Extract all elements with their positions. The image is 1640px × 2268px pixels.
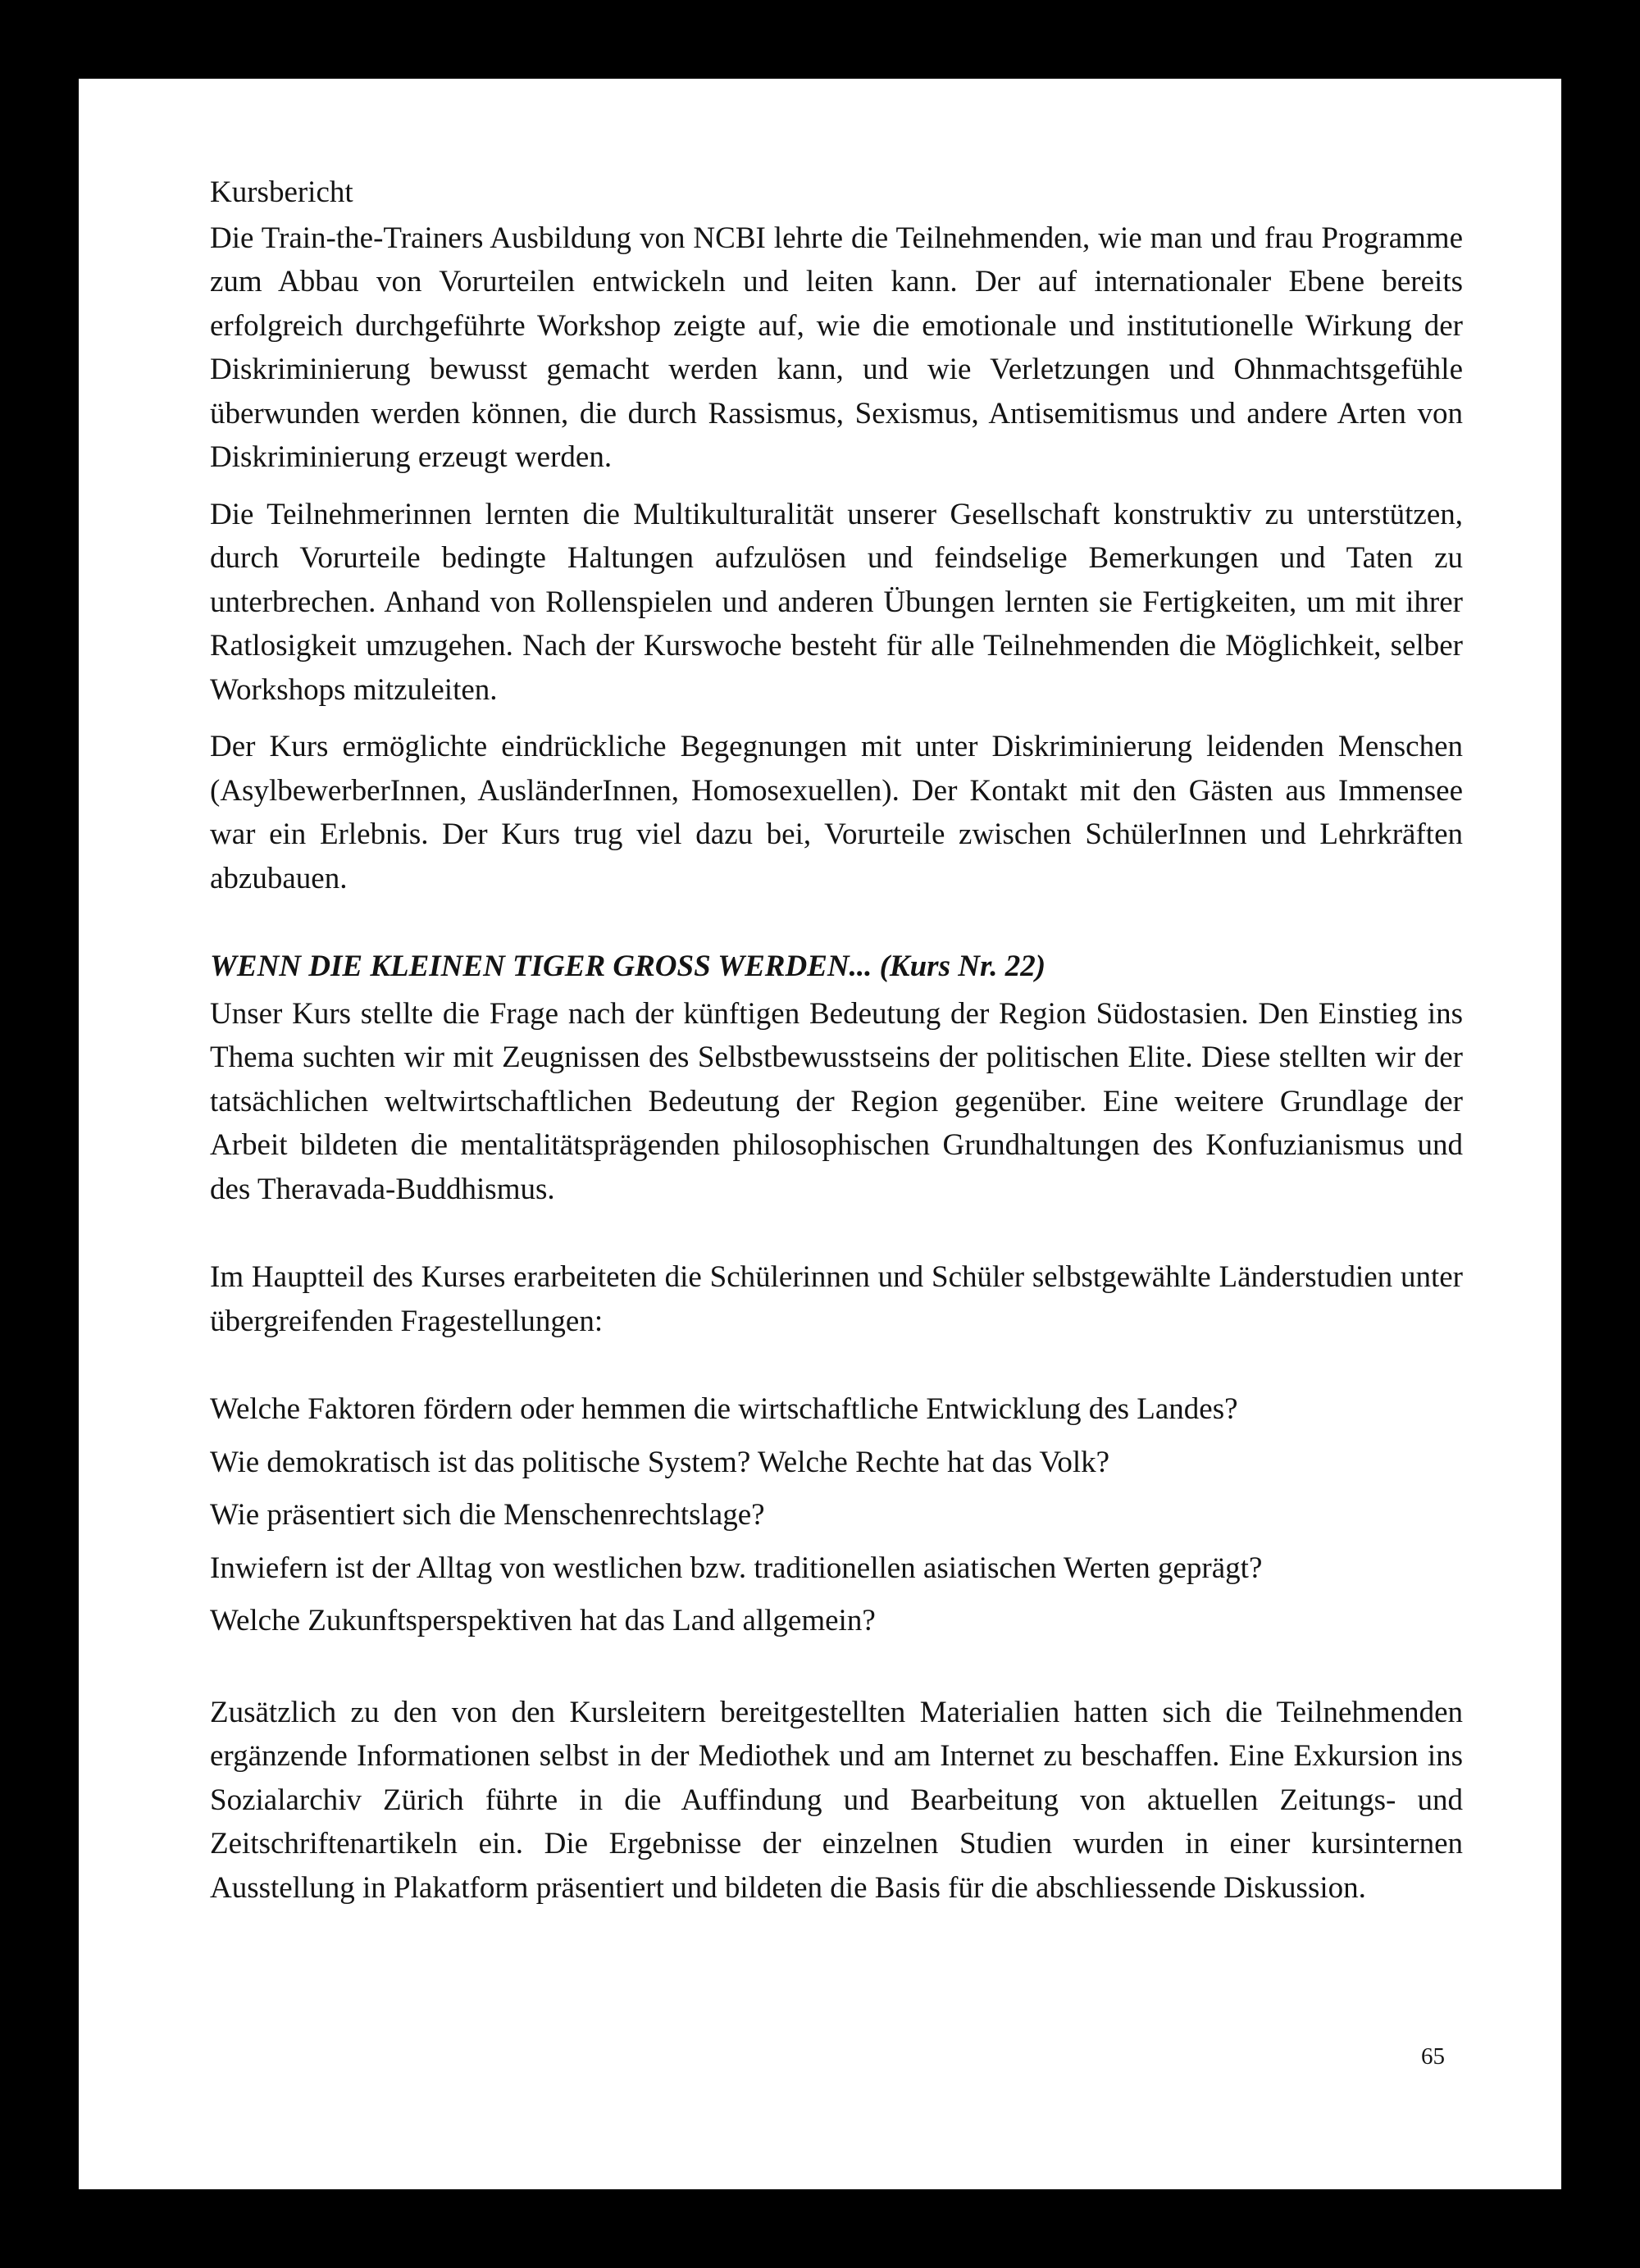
course-heading: WENN DIE KLEINEN TIGER GROSS WERDEN... (Kurs Nr. 22) <box>210 950 1046 983</box>
course-paragraph-1: Unser Kurs stellte die Frage nach der künftigen Bedeutung der Region Südostasien. Den Einstieg ins Thema suchten wir mit Zeugnissen des Selbstbewusstseins der politischen Elite. Diese stellten wir der tatsächlichen weltwirtschaftlichen Bedeutung der Region gegenüber. Eine weitere Grundlage der Arbeit bildeten die mentalitätsprägenden philosophischen Grundhaltungen des Konfuzianismus und des Theravada-Buddhismus. <box>210 996 1463 1206</box>
page-number: 65 <box>1421 2043 1445 2070</box>
intro-paragraph-1: Die Train-the-Trainers Ausbildung von NCBI lehrte die Teilnehmenden, wie man und frau Programme zum Abbau von Vorurteilen entwickeln und leiten kann. Der auf internationaler Ebene bereits erfolgreich durchgeführte Workshop zeigte auf, wie die emotionale und institutionelle Wirkung der Diskriminierung bewusst gemacht werden kann, und wie Verletzungen und Ohnmachtsgefühle überwunden werden können, die durch Rassismus, Sexismus, Antisemitismus und andere Arten von Diskriminierung erzeugt werden. <box>210 221 1463 474</box>
document-page <box>79 79 1561 2189</box>
intro-paragraph-2: Die Teilnehmerinnen lernten die Multikulturalität unserer Gesellschaft konstruktiv zu unterstützen, durch Vorurteile bedingte Haltungen aufzulösen und feindselige Bemerkungen und Taten zu unterbrechen. Anhand von Rollenspielen und anderen Übungen lernten sie Fertigkeiten, um mit ihrer Ratlosigkeit umzugehen. Nach der Kurswoche besteht für alle Teilnehmenden die Möglichkeit, selber Workshops mitzuleiten. <box>210 497 1463 707</box>
course-paragraph-3: Zusätzlich zu den von den Kursleitern bereitgestellten Materialien hatten sich die Teilnehmenden ergänzende Informationen selbst in der Mediothek und am Internet zu beschaffen. Eine Exkursion ins Sozialarchiv Zürich führte in die Auffindung und Bearbeitung von aktuellen Zeitungs- und Zeitschriftenartikeln ein. Die Ergebnisse der einzelnen Studien wurden in einer kursinternen Ausstellung in Plakatform präsentiert und bildeten die Basis für die abschliessende Diskussion. <box>210 1695 1463 1905</box>
intro-paragraph-3: Der Kurs ermöglichte eindrückliche Begegnungen mit unter Diskriminierung leidenden Menschen (AsylbewerberInnen, AusländerInnen, Homosexuellen). Der Kontakt mit den Gästen aus Immensee war ein Erlebnis. Der Kurs trug viel dazu bei, Vorurteile zwischen SchülerInnen und Lehrkräften abzubauen. <box>210 730 1463 895</box>
question-item: Wie präsentiert sich die Menschenrechtslage? <box>210 1498 765 1532</box>
text-block <box>210 171 1463 1923</box>
section-label: Kursbericht <box>210 175 353 209</box>
question-item: Wie demokratisch ist das politische System? Welche Rechte hat das Volk? <box>210 1445 1110 1479</box>
question-item: Welche Faktoren fördern oder hemmen die wirtschaftliche Entwicklung des Landes? <box>210 1392 1238 1426</box>
course-paragraph-2: Im Hauptteil des Kurses erarbeiteten die Schülerinnen und Schüler selbstgewählte Länderstudien unter übergreifenden Fragestellungen: <box>210 1260 1463 1338</box>
question-item: Inwiefern ist der Alltag von westlichen bzw. traditionellen asiatischen Werten geprägt? <box>210 1551 1263 1585</box>
question-list <box>210 1387 1463 1643</box>
question-item: Welche Zukunftsperspektiven hat das Land allgemein? <box>210 1604 876 1637</box>
